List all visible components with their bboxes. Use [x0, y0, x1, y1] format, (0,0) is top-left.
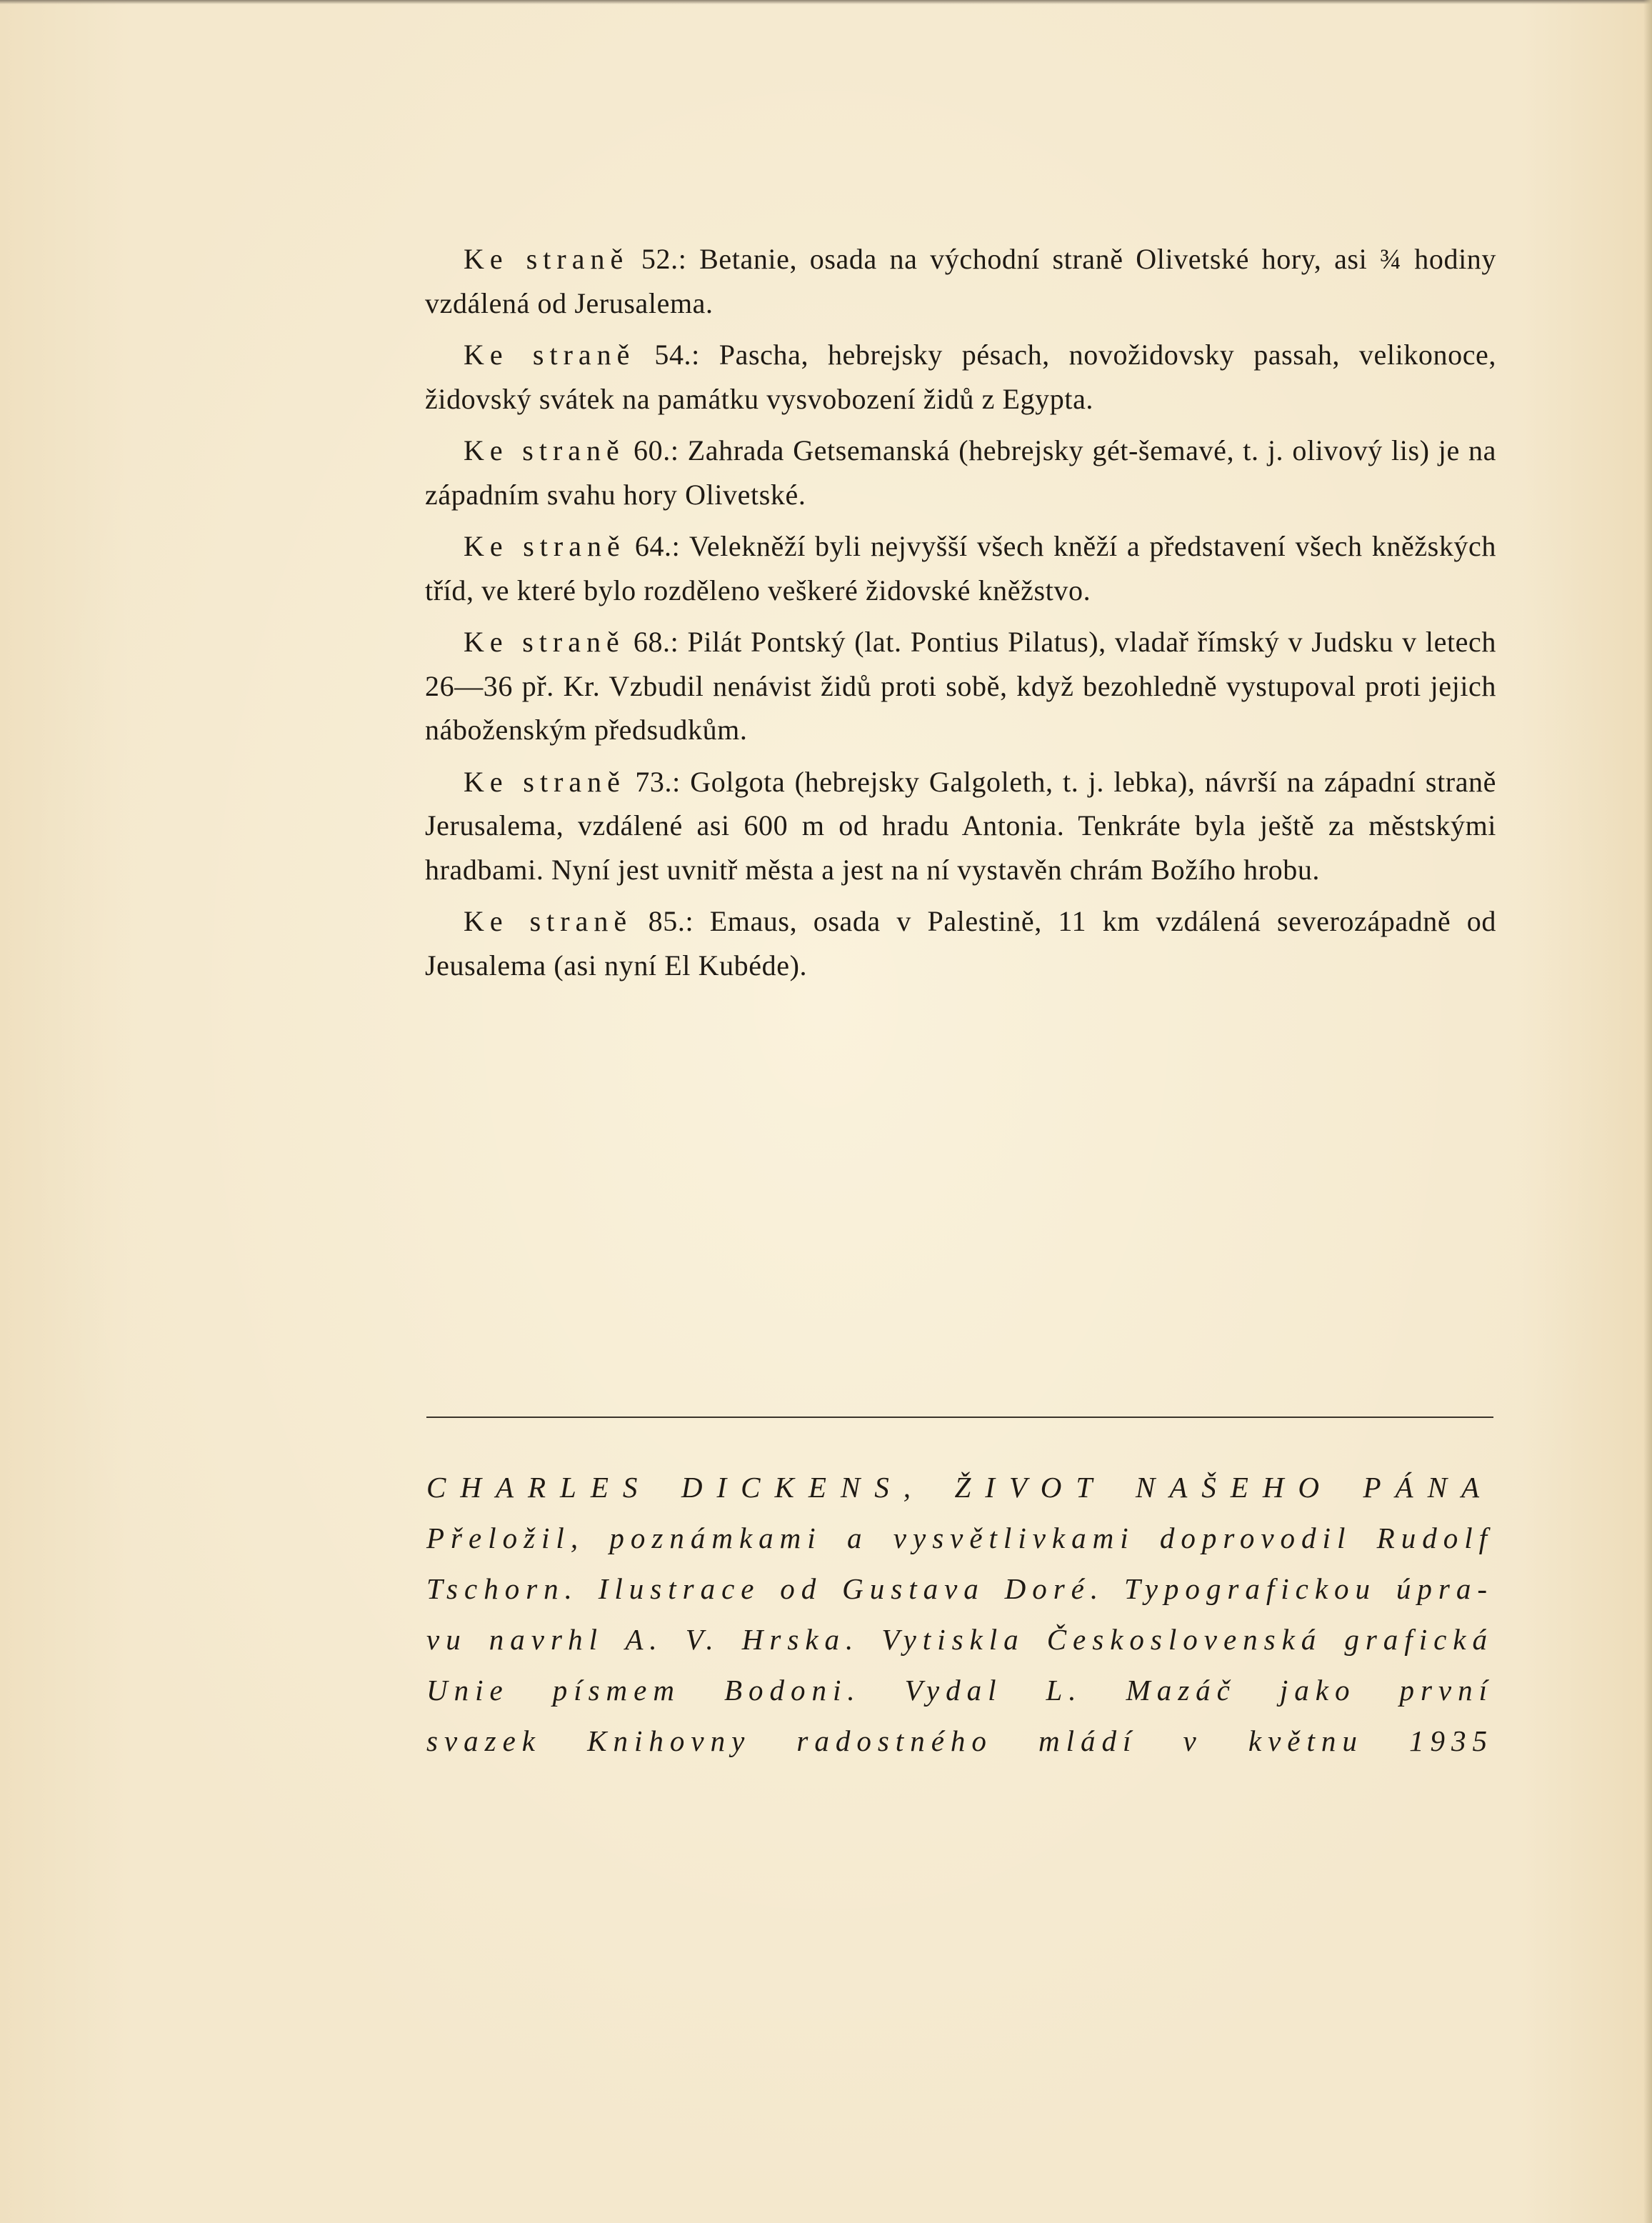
note-text: Golgota (hebrejsky Galgoleth, t. j. lebka), návrší na západní straně Jerusalema, vzdálené asi 600 m od hradu Antonia. Tenkráte byla ještě za městskými hradbami. Nyní jest uvnitř města a jest na ní vystavěn chrám Božího hrobu.	[425, 765, 1497, 886]
note-page-60	[425, 429, 1496, 516]
note-ref: Ke straně	[464, 530, 626, 562]
note-page-number: 64.:	[634, 530, 681, 562]
note-page-85	[425, 899, 1496, 987]
note-page-number: 85.:	[648, 905, 694, 937]
colophon-line: Tschorn. Ilustrace od Gustava Doré. Typografickou úpra-	[426, 1572, 1493, 1605]
colophon-line: vu navrhl A. V. Hrska. Vytiskla Československá grafická	[426, 1623, 1493, 1656]
colophon	[426, 1462, 1493, 1767]
note-page-number: 60.:	[634, 434, 679, 466]
note-page-68	[425, 620, 1496, 752]
note-page-54	[425, 333, 1496, 421]
note-ref: Ke straně	[464, 434, 625, 466]
note-page-number: 54.:	[654, 339, 700, 371]
page-top-edge	[0, 0, 1652, 4]
note-ref: Ke straně	[464, 905, 633, 937]
note-ref: Ke straně	[464, 626, 625, 658]
section-divider	[426, 1417, 1493, 1418]
colophon-line: svazek Knihovny radostného mládí v květnu 1935	[426, 1724, 1493, 1757]
note-ref: Ke straně	[464, 339, 636, 371]
note-text: Velekněží byli nejvyšší všech kněží a představení všech kněžských tříd, ve které bylo rozděleno veškeré židovské kněžstvo.	[425, 530, 1496, 606]
colophon-title: CHARLES DICKENS, ŽIVOT NAŠEHO PÁNA	[426, 1471, 1493, 1504]
note-text: Pascha, hebrejsky pésach, novožidovsky passah, velikonoce, židovský svátek na památku vysvobození židů z Egypta.	[425, 339, 1497, 415]
note-ref: Ke straně	[464, 765, 626, 798]
note-page-number: 68.:	[633, 626, 679, 658]
note-text: Emaus, osada v Palestině, 11 km vzdálená severozápadně od Jeusalema (asi nyní El Kubéde).	[425, 905, 1496, 981]
note-page-number: 52.:	[641, 243, 687, 275]
note-page-52	[425, 237, 1496, 325]
note-page-number: 73.:	[635, 765, 681, 798]
note-page-64	[425, 524, 1496, 612]
note-ref: Ke straně	[464, 243, 629, 275]
note-page-73	[425, 760, 1496, 892]
note-text: Zahrada Getsemanská (hebrejsky gét-šemavé, t. j. olivový lis) je na západním svahu hory Olivetské.	[425, 434, 1497, 511]
page-right-edge	[1643, 0, 1652, 2223]
note-text: Betanie, osada na východní straně Olivetské hory, asi ¾ hodiny vzdálená od Jerusalema.	[425, 243, 1496, 319]
note-text: Pilát Pontský (lat. Pontius Pilatus), vladař římský v Judsku v letech 26—36 př. Kr. Vzbudil nenávist židů proti sobě, když bezohledně vystupoval proti jejich náboženským předsudkům.	[425, 626, 1496, 746]
explanatory-notes	[425, 237, 1496, 995]
colophon-line: Unie písmem Bodoni. Vydal L. Mazáč jako první	[426, 1674, 1493, 1707]
colophon-line: Přeložil, poznámkami a vysvětlivkami doprovodil Rudolf	[426, 1522, 1493, 1554]
